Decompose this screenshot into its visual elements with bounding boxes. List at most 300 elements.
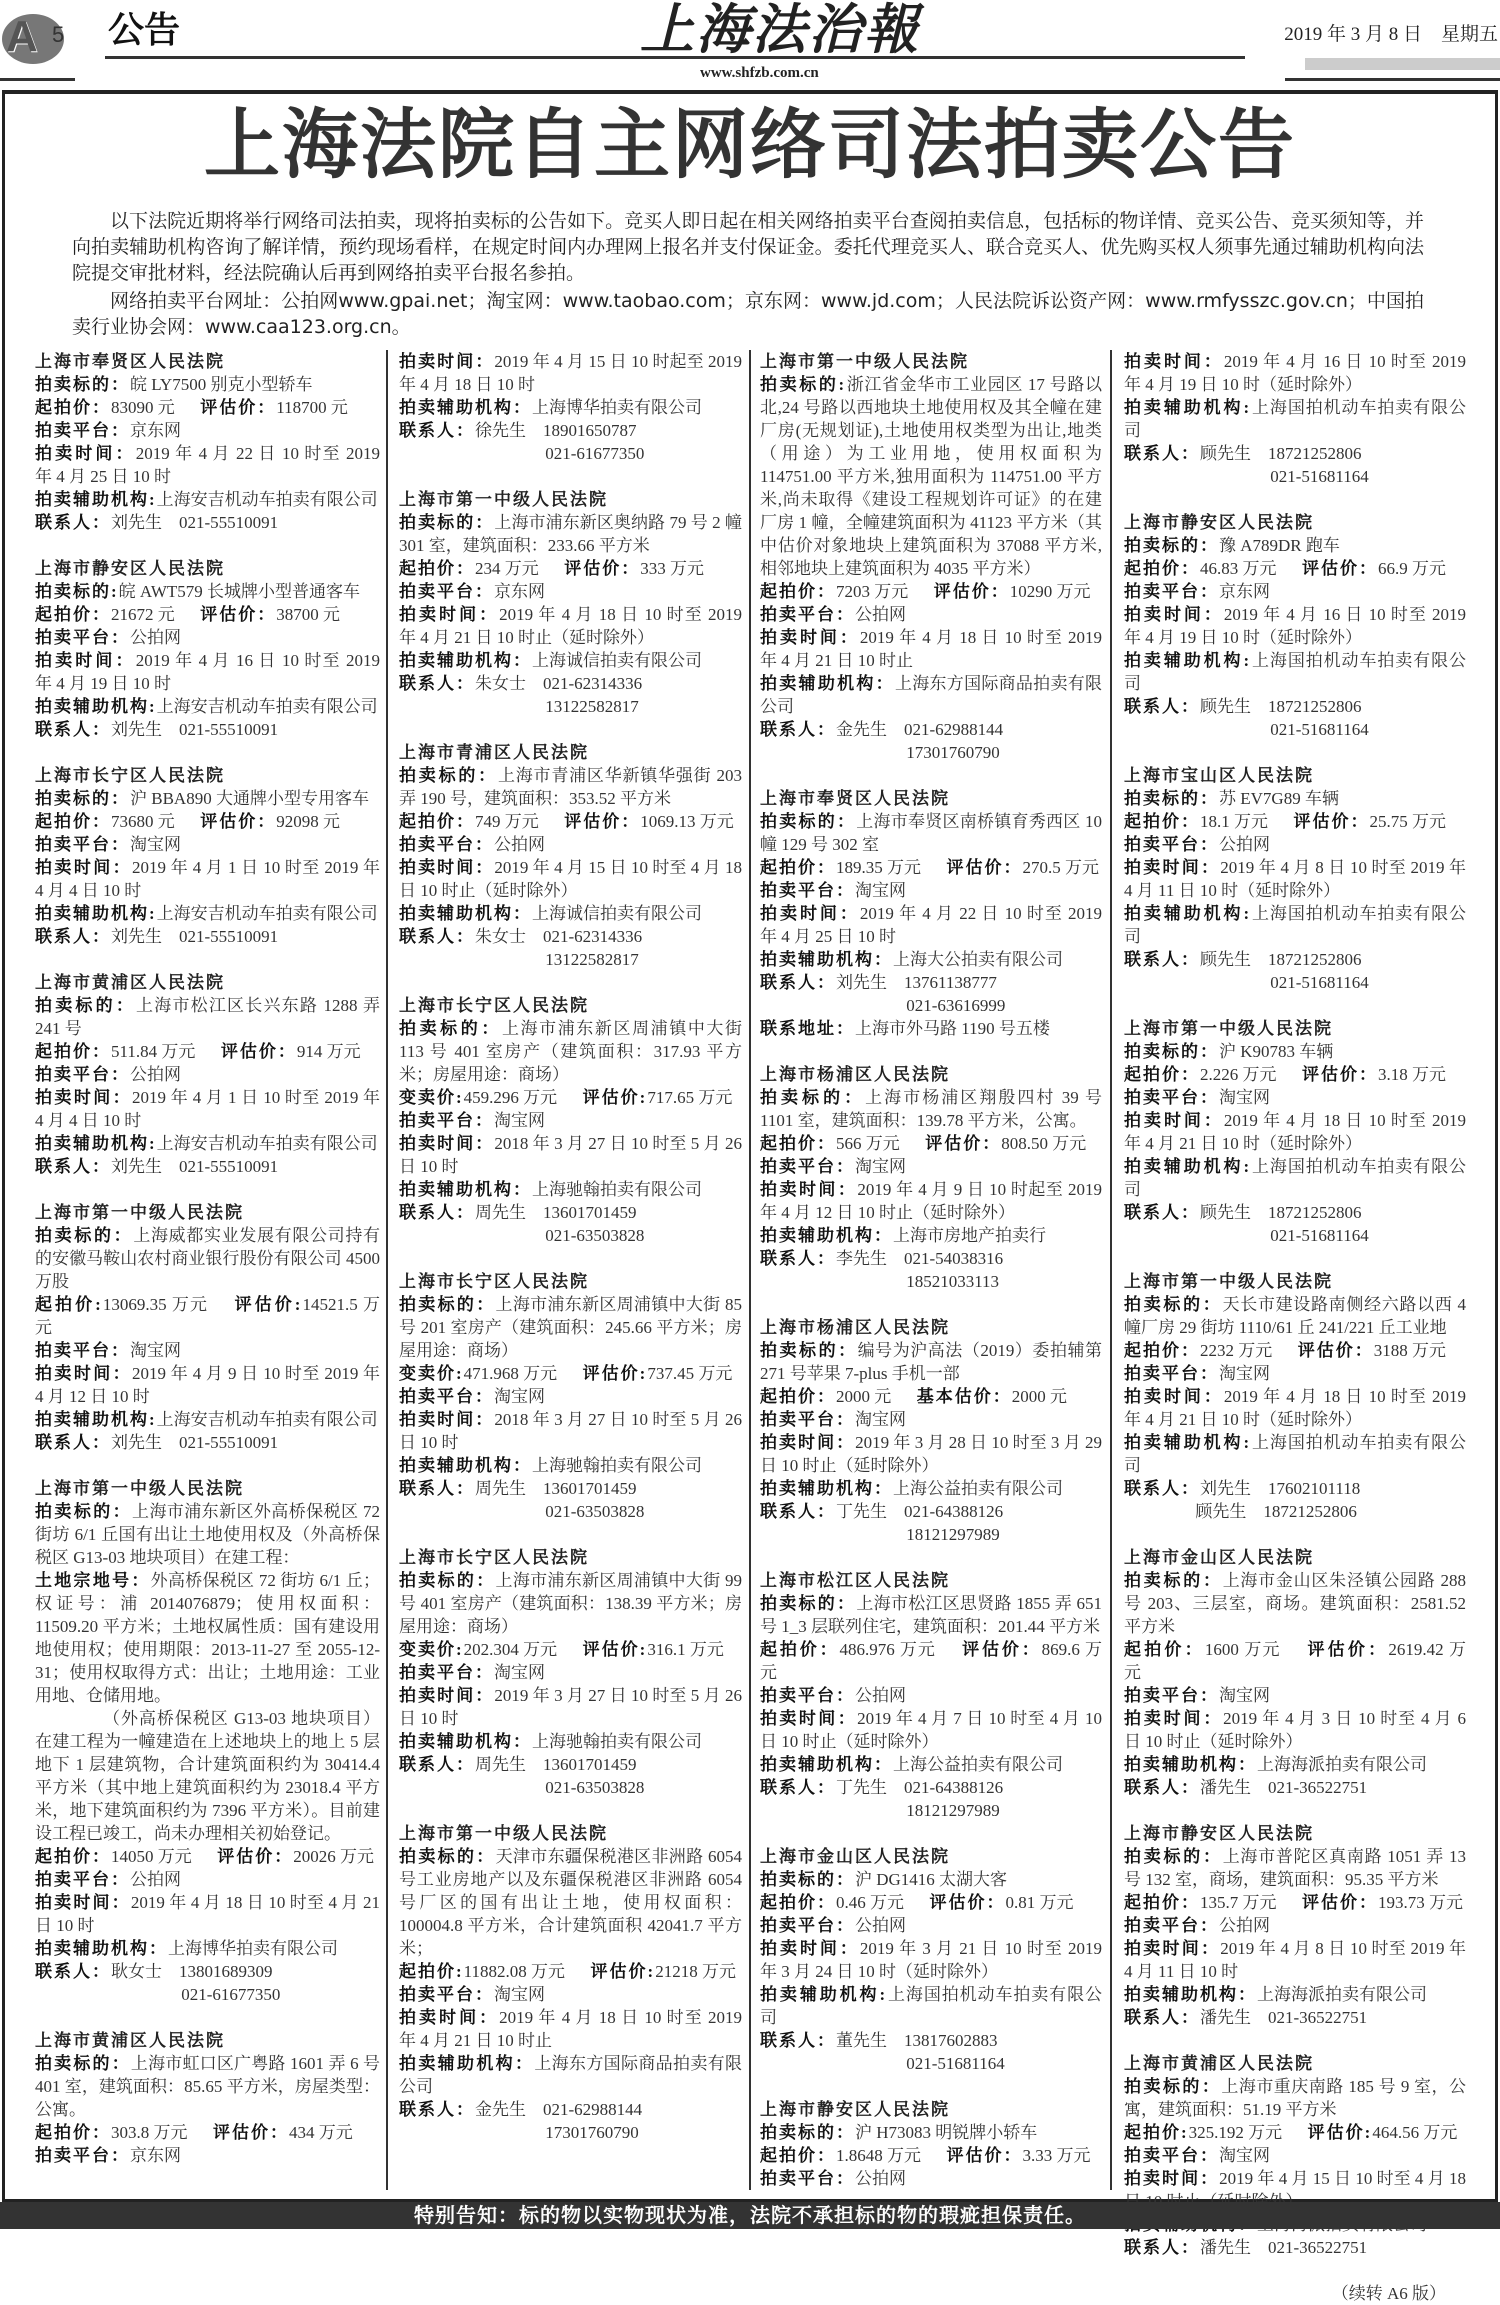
auction-notice — [1124, 1546, 1466, 1799]
court-name: 上海市第一中级人民法院 — [760, 352, 969, 371]
field-label: 拍卖标的： — [760, 1088, 866, 1107]
field-label: 拍卖时间： — [760, 1180, 858, 1199]
notice-field — [760, 1776, 1102, 1799]
field-label: 拍卖辅助机构： — [1124, 1755, 1257, 1774]
field-label: 拍卖标的： — [760, 812, 857, 831]
court-name: 上海市金山区人民法院 — [1124, 1548, 1314, 1567]
field-value: 21672 元 — [111, 605, 175, 624]
field-label: 评估价: — [582, 1640, 648, 1659]
contact-extra-phone: 021-63503828 — [545, 1226, 645, 1245]
notice-field — [399, 1684, 742, 1730]
auction-notice — [760, 1316, 1102, 1546]
field-value: 刘先生 021-55510091 — [111, 1433, 279, 1452]
field-value: 25.75 万元 — [1369, 812, 1446, 831]
field-label: 拍卖辅助机构： — [399, 1456, 532, 1475]
field-value: 13069.35 万元 — [102, 1295, 209, 1314]
notice-field — [399, 419, 742, 442]
contact-extra-phone: 021-51681164 — [1270, 1226, 1369, 1245]
field-label: 拍卖辅助机构: — [1124, 1157, 1252, 1176]
field-value: 2018 年 3 月 27 日 10 时至 5 月 26 日 10 时 — [399, 1134, 743, 1176]
field-label: 拍卖时间： — [399, 1134, 495, 1153]
field-value: 上海市房地产拍卖行 — [893, 1226, 1046, 1245]
contact-extra-phone: 021-51681164 — [906, 2054, 1005, 2073]
field-label: 拍卖时间： — [399, 605, 500, 624]
field-value: 上海市杨浦区翔殷四村 39 号 1101 室，建筑面积：139.78 平方米，公寓。 — [760, 1088, 1103, 1130]
notice-field — [760, 1638, 1102, 1684]
contact-extra-phone: 18121297989 — [906, 1525, 1000, 1544]
field-value: 刘先生 13761138777 — [836, 973, 997, 992]
page-number-badge — [2, 14, 64, 64]
notice-field — [35, 1868, 380, 1891]
field-value: 193.73 万元 — [1378, 1893, 1463, 1912]
header-rule-right — [1285, 78, 1500, 81]
field-value: 上海市浦东新区奥纳路 79 号 2 幢 301 室，建筑面积：233.66 平方米 — [399, 513, 742, 555]
field-value: 303.8 万元 — [111, 2123, 188, 2142]
field-label: 联系人： — [760, 1778, 836, 1797]
field-value: 上海安吉机动车拍卖有限公司 — [156, 1134, 378, 1153]
notice-field — [760, 1431, 1102, 1477]
field-label: 起拍价: — [35, 1295, 103, 1314]
field-value: 2019 年 4 月 18 日 10 时至 2019 年 4 月 21 日 10 时（延时除外） — [1124, 1387, 1467, 1429]
auction-notice — [35, 557, 380, 741]
field-label: 拍卖时间： — [1124, 1709, 1224, 1728]
field-label: 联系人： — [399, 421, 475, 440]
field-label: 评估价： — [217, 1847, 294, 1866]
field-label: 拍卖时间： — [399, 858, 495, 877]
contact-extra-phone: 021-51681164 — [1270, 973, 1369, 992]
notice-field — [399, 833, 742, 856]
notice-field — [1124, 557, 1466, 580]
notice-field — [35, 580, 380, 603]
field-label: 起拍价： — [760, 1387, 836, 1406]
page-digit: 5 — [52, 22, 65, 47]
field-value: 周先生 13601701459 — [475, 1479, 637, 1498]
field-value: 周先生 13601701459 — [475, 1755, 637, 1774]
notice-field — [35, 1086, 380, 1132]
field-label: 拍卖标的： — [760, 1870, 855, 1889]
field-label: 拍卖时间： — [399, 1410, 495, 1429]
notice-field — [35, 902, 380, 925]
contact-extra-phone: 021-63503828 — [545, 1502, 645, 1521]
notice-field — [1124, 603, 1466, 649]
auction-notice — [1124, 1270, 1466, 1523]
field-value: 2019 年 4 月 18 日 10 时至 2019 年 4 月 21 日 10 时止 — [760, 628, 1103, 670]
notice-field — [35, 442, 380, 488]
field-value: 皖 AWT579 长城牌小型普通客车 — [118, 582, 361, 601]
field-value: 2019 年 3 月 27 日 10 时至 5 月 26 日 10 时 — [399, 1686, 743, 1728]
notice-field — [35, 1569, 380, 1707]
notice-field — [1124, 1638, 1466, 1684]
field-label: 拍卖标的： — [1124, 536, 1219, 555]
contact-extra-person: 顾先生 18721252806 — [1195, 1502, 1357, 1521]
field-label: 拍卖平台： — [399, 1985, 494, 2004]
field-value: 2019 年 4 月 15 日 10 时起至 2019 年 4 月 18 日 10 时 — [399, 352, 743, 394]
notice-field — [1124, 1776, 1466, 1799]
header-grey-bar — [1305, 58, 1500, 70]
field-label: 拍卖平台： — [35, 1341, 130, 1360]
field-value: 公拍网 — [130, 1870, 181, 1889]
field-value: 上海市奉贤区南桥镇育秀西区 10 幢 129 号 302 室 — [760, 812, 1102, 854]
field-value: 淘宝网 — [494, 1387, 545, 1406]
notice-field — [760, 1707, 1102, 1753]
field-value: 公拍网 — [130, 628, 181, 647]
field-value: 上海市虹口区广粤路 1601 弄 6 号 401 室，建筑面积：85.65 平方米，房屋类型：公寓。 — [35, 2054, 381, 2119]
court-name: 上海市长宁区人民法院 — [35, 766, 225, 785]
notice-field — [35, 488, 380, 511]
field-label: 拍卖标的： — [399, 766, 498, 785]
field-value: 潘先生 021-36522751 — [1200, 1778, 1368, 1797]
field-value: 朱女士 021-62314336 — [475, 927, 643, 946]
field-value: 沪 BBA890 大通牌小型专用客车 — [130, 789, 369, 808]
field-value: 刘先生 021-55510091 — [111, 720, 279, 739]
field-value: 2019 年 3 月 21 日 10 时至 2019 年 3 月 24 日 10 时（延时除外） — [760, 1939, 1103, 1981]
notice-field — [760, 2167, 1102, 2190]
field-value: 2019 年 4 月 18 日 10 时至 2019 年 4 月 21 日 10 时止（延时除外） — [399, 605, 743, 647]
notice-field — [35, 925, 380, 948]
field-value: 上海驰翰拍卖有限公司 — [532, 1456, 702, 1475]
notice-field — [399, 580, 742, 603]
auction-notice — [399, 741, 742, 971]
field-value: 471.968 万元 — [463, 1364, 558, 1383]
field-label: 拍卖时间： — [35, 1088, 133, 1107]
field-label: 联系人： — [35, 513, 111, 532]
field-value: 325.192 万元 — [1188, 2123, 1283, 2142]
field-label: 拍卖辅助机构: — [1124, 398, 1252, 417]
auction-notice — [399, 488, 742, 718]
field-label: 拍卖时间： — [1124, 352, 1224, 371]
field-label: 起拍价： — [35, 398, 111, 417]
notice-field — [399, 1569, 742, 1638]
field-value: 1.8648 万元 — [836, 2146, 921, 2165]
field-label: 拍卖平台： — [760, 1410, 855, 1429]
notice-field — [399, 1661, 742, 1684]
notice-field — [399, 2006, 742, 2052]
field-label: 评估价： — [200, 812, 277, 831]
field-value: 淘宝网 — [1219, 1364, 1270, 1383]
field-value: 上海市浦东新区周浦镇中大街 113 号 401 室房产（建筑面积：317.93 平方米；房屋用途：商场） — [399, 1019, 743, 1084]
field-label: 拍卖时间： — [35, 651, 136, 670]
notice-field — [1124, 1339, 1466, 1362]
field-label: 拍卖标的： — [760, 2123, 855, 2142]
field-value: 10290 万元 — [1009, 582, 1091, 601]
field-value: 上海东方国际商品拍卖有限公司 — [399, 2054, 743, 2096]
notice-field — [1124, 1891, 1466, 1914]
field-value: 2019 年 4 月 18 日 10 时至 2019 年 4 月 21 日 10 时止 — [399, 2008, 743, 2050]
field-label: 拍卖时间： — [35, 858, 133, 877]
notice-field — [1124, 1362, 1466, 1385]
field-label: 拍卖时间： — [760, 1939, 860, 1958]
notice-field — [1124, 2236, 1466, 2259]
field-label: 拍卖辅助机构： — [760, 674, 895, 693]
field-value: 金先生 021-62988144 — [836, 720, 1004, 739]
field-value: 公拍网 — [855, 1916, 906, 1935]
notice-field — [399, 1385, 742, 1408]
court-name: 上海市第一中级人民法院 — [35, 1479, 244, 1498]
notice-field — [1124, 1155, 1466, 1201]
issue-date: 2019 年 3 月 8 日 星期五 — [1284, 24, 1498, 45]
field-label: 起拍价: — [1124, 2123, 1189, 2142]
notice-field — [1124, 856, 1466, 902]
field-label: 联系人： — [1124, 1778, 1200, 1797]
field-label: 拍卖平台： — [1124, 2146, 1219, 2165]
notice-field — [1124, 1385, 1466, 1431]
field-value: 天长市建设路南侧经六路以西 4 幢厂房 29 街坊 1110/61 丘 241/221 丘工业地 — [1124, 1295, 1467, 1337]
field-label: 联系地址： — [760, 1019, 855, 1038]
court-name: 上海市杨浦区人民法院 — [760, 1065, 950, 1084]
field-value: 2019 年 4 月 18 日 10 时至 2019 年 4 月 21 日 10 时（延时除外） — [1124, 1111, 1467, 1153]
notice-field — [760, 2029, 1102, 2052]
field-label: 联系人： — [760, 1249, 836, 1268]
field-label: 拍卖标的： — [1124, 2077, 1222, 2096]
field-value: 浙江省金华市工业园区 17 号路以北,24 号路以西地块土地使用权及其全幢在建厂房(无规划证),土地使用权类型为出让,地类（用途）为工业用地，使用权面积为 114751.00 平方米,独用面积为 114751.00 平方米,尚未取得《建设工程规划许可证》的在建厂房 1 幢，全幢建筑面积为 41123 平方米（其中估价对象地块上建筑面积为 37088 平方米,相邻地块上建筑面积为 4035 平方米） — [760, 375, 1102, 578]
field-label: 变卖价: — [399, 1088, 464, 1107]
auction-notice — [760, 350, 1102, 764]
court-name: 上海市黄浦区人民法院 — [1124, 2054, 1314, 2073]
notice-field — [760, 1500, 1102, 1523]
field-value: 上海市浦东新区周浦镇中大街 85 号 201 室房产（建筑面积：245.66 平方米；房屋用途：商场） — [399, 1295, 743, 1360]
auction-notice — [760, 1569, 1102, 1822]
notice-field — [1124, 1753, 1466, 1776]
notice-field — [399, 396, 742, 419]
field-label: 联系人： — [1124, 2008, 1200, 2027]
field-value: 顾先生 18721252806 — [1200, 950, 1362, 969]
field-value: 沪 H73083 明锐牌小轿车 — [855, 2123, 1038, 2142]
field-label: 起拍价： — [399, 812, 475, 831]
field-label: 拍卖平台： — [760, 1157, 855, 1176]
auction-notice — [760, 2098, 1102, 2190]
notice-field — [760, 1753, 1102, 1776]
notice-field — [35, 511, 380, 534]
field-label: 拍卖辅助机构: — [35, 1134, 157, 1153]
column-1 — [35, 350, 380, 2190]
column-2 — [399, 350, 742, 2190]
field-label: 拍卖辅助机构： — [35, 1939, 168, 1958]
field-value: 717.65 万元 — [647, 1088, 733, 1107]
field-value: 459.296 万元 — [463, 1088, 558, 1107]
field-value: 2019 年 4 月 15 日 10 时至 4 月 18 日 10 时止（延时除外） — [399, 858, 743, 900]
field-label: 变卖价: — [399, 1364, 464, 1383]
field-label: 拍卖辅助机构： — [399, 651, 532, 670]
notice-field — [1124, 2144, 1466, 2167]
field-value: 编号为沪高法（2019）委拍辅第 271 号苹果 7-plus 手机一部 — [760, 1341, 1103, 1383]
field-label: 拍卖辅助机构: — [1124, 904, 1252, 923]
field-label: 拍卖标的： — [1124, 789, 1219, 808]
field-value: 2019 年 3 月 28 日 10 时至 3 月 29 日 10 时止（延时除外） — [760, 1433, 1103, 1475]
notice-field — [760, 971, 1102, 994]
field-label: 拍卖标的： — [399, 1295, 496, 1314]
notice-field — [35, 1431, 380, 1454]
field-value: 公拍网 — [494, 835, 545, 854]
field-label: 拍卖时间： — [35, 1364, 133, 1383]
notice-field — [399, 1960, 742, 1983]
field-value: 顾先生 18721252806 — [1200, 697, 1362, 716]
notice-field — [760, 1477, 1102, 1500]
field-label: 联系人： — [1124, 1203, 1200, 1222]
notice-field — [399, 350, 742, 396]
field-label: 基本估价： — [916, 1387, 1012, 1406]
intro-paragraph: 以下法院近期将举行网络司法拍卖，现将拍卖标的公告如下。竞买人即日起在相关网络拍卖平台查阅拍卖信息，包括标的物详情、竞买公告、竞买须知等，并向拍卖辅助机构咨询了解详情，预约现场看样，在规定时间内办理网上报名并支付保证金。委托代理竞买人、联合竞买人、优先购买权人须事先通过辅助机构向法院提交审批材料，经法院确认后再到网络拍卖平台报名参拍。 — [72, 210, 1424, 284]
auction-notice — [1124, 764, 1466, 994]
field-label: 拍卖时间： — [1124, 2169, 1220, 2188]
field-label: 起拍价： — [760, 1893, 836, 1912]
field-label: 评估价: — [233, 1295, 303, 1314]
field-label: 拍卖平台： — [760, 2169, 855, 2188]
court-name: 上海市静安区人民法院 — [35, 559, 225, 578]
court-name: 上海市长宁区人民法院 — [399, 1272, 589, 1291]
notice-field — [35, 1362, 380, 1408]
field-value: 92098 元 — [276, 812, 340, 831]
field-value: 京东网 — [1219, 582, 1270, 601]
notice-field — [35, 1500, 380, 1569]
notice-field — [760, 2144, 1102, 2167]
field-label: 评估价： — [220, 1042, 297, 1061]
field-value: 上海诚信拍卖有限公司 — [532, 904, 702, 923]
field-label: 拍卖标的: — [760, 375, 847, 394]
field-label: 拍卖时间： — [1124, 605, 1224, 624]
field-label: 联系人： — [399, 674, 475, 693]
field-value: 2019 年 4 月 9 日 10 时起至 2019 年 4 月 12 日 10 时止（延时除外） — [760, 1180, 1103, 1222]
field-label: 拍卖时间： — [35, 444, 136, 463]
field-value: 上海市普陀区真南路 1051 弄 13 号 132 室，商场，建筑面积：95.35 平方米 — [1124, 1847, 1467, 1889]
field-label: 联系人： — [1124, 2238, 1200, 2257]
field-value: 3.18 万元 — [1378, 1065, 1446, 1084]
court-name: 上海市黄浦区人民法院 — [35, 2031, 225, 2050]
field-label: 拍卖辅助机构： — [399, 904, 532, 923]
field-label: 拍卖标的： — [35, 1226, 134, 1245]
notice-field — [399, 2098, 742, 2121]
field-label: 起拍价： — [760, 582, 836, 601]
field-value: 2019 年 4 月 8 日 10 时至 2019 年 4 月 11 日 10 时（延时除外） — [1124, 858, 1466, 900]
court-name: 上海市宝山区人民法院 — [1124, 766, 1314, 785]
intro-platforms: 网络拍卖平台网址：公拍网www.gpai.net；淘宝网：www.taobao.com；京东网：www.jd.com；人民法院诉讼资产网：www.rmfysszc.gov.cn；中国拍卖行业协会网：www.caa123.org.cn。 — [72, 290, 1424, 338]
field-value: 上海市外马路 1190 号五楼 — [855, 1019, 1050, 1038]
notice-field — [1124, 1293, 1466, 1339]
field-label: 拍卖平台： — [760, 1686, 855, 1705]
field-paragraph: （外高桥保税区 G13-03 地块项目）在建工程为一幢建造在上述地块上的地上 5 层地下 1 层建筑物，合计建筑面积约为 30414.4 平方米（其中地上建筑面积约为 23018.4 平方米，地下建筑面积约为 7396 平方米）。目前建设工程已竣工，尚未办理相关初始登记。 — [35, 1709, 380, 1843]
court-name: 上海市第一中级人民法院 — [1124, 1272, 1333, 1291]
notice-field — [399, 1477, 742, 1500]
notice-field — [760, 626, 1102, 672]
page-header — [0, 0, 1500, 86]
field-value: 上海安吉机动车拍卖有限公司 — [156, 1410, 378, 1429]
notice-field — [760, 2121, 1102, 2144]
field-value: 2019 年 4 月 16 日 10 时至 2019 年 4 月 19 日 10 时 — [35, 651, 381, 693]
field-label: 拍卖时间： — [760, 628, 860, 647]
notice-field — [399, 1017, 742, 1086]
notice-field — [399, 902, 742, 925]
field-value: 上海市金山区朱泾镇公园路 288 号 203、三层室，商场。建筑面积：2581.52 平方米 — [1124, 1571, 1467, 1636]
field-label: 土地宗地号： — [35, 1571, 151, 1590]
field-value: 2019 年 4 月 15 日 10 时至 4 月 18 — [1219, 2169, 1467, 2188]
field-label: 拍卖平台： — [1124, 1686, 1219, 1705]
notice-field — [35, 603, 380, 626]
notice-field — [760, 1224, 1102, 1247]
field-value: 73680 元 — [111, 812, 175, 831]
notice-field — [1124, 1040, 1466, 1063]
field-value: 2019 年 4 月 1 日 10 时至 2019 年 4 月 4 日 10 时 — [35, 858, 381, 900]
field-label: 联系人： — [35, 927, 111, 946]
field-label: 拍卖辅助机构: — [1124, 1433, 1252, 1452]
field-label: 拍卖时间： — [1124, 1939, 1221, 1958]
notice-field — [35, 994, 380, 1040]
notice-field — [760, 1086, 1102, 1132]
field-value: 270.5 万元 — [1022, 858, 1099, 877]
field-label: 评估价： — [946, 2146, 1023, 2165]
notice-field — [399, 925, 742, 948]
field-value: 淘宝网 — [1219, 1686, 1270, 1705]
notice-field — [1124, 695, 1466, 718]
field-label: 拍卖辅助机构： — [399, 1732, 532, 1751]
field-value: 刘先生 021-55510091 — [111, 927, 279, 946]
notice-field — [760, 718, 1102, 741]
field-value: 2019 年 4 月 16 日 10 时至 2019 年 4 月 19 日 10 时（延时除外） — [1124, 352, 1467, 394]
notice-field — [1124, 2121, 1466, 2144]
notice-field — [35, 1063, 380, 1086]
field-label: 拍卖辅助机构： — [399, 2054, 535, 2073]
field-label: 评估价： — [200, 605, 277, 624]
field-value: 上海诚信拍卖有限公司 — [532, 651, 702, 670]
field-value: 豫 A789DR 跑车 — [1219, 536, 1340, 555]
field-value: 21218 万元 — [655, 1962, 736, 1981]
contact-extra-phone: 18121297989 — [906, 1801, 1000, 1820]
notice-field — [760, 1247, 1102, 1270]
field-label: 拍卖时间： — [399, 1686, 495, 1705]
column-3 — [760, 350, 1102, 2190]
notice-field — [760, 1684, 1102, 1707]
field-label: 拍卖时间： — [1124, 858, 1221, 877]
field-value: 上海海派拍卖有限公司 — [1257, 1755, 1427, 1774]
auction-notice — [760, 1063, 1102, 1293]
field-value: 486.976 万元 — [839, 1640, 936, 1659]
field-value: 38700 元 — [276, 605, 340, 624]
notice-field — [1124, 1431, 1466, 1477]
field-label: 联系人： — [399, 1203, 475, 1222]
field-label: 拍卖时间： — [760, 1433, 856, 1452]
field-value: 公拍网 — [855, 2169, 906, 2188]
notice-field — [1124, 948, 1466, 971]
field-label: 拍卖平台： — [1124, 1364, 1219, 1383]
contact-extra-phone: 18521033113 — [906, 1272, 1000, 1291]
field-label: 评估价: — [1307, 2123, 1373, 2142]
notice-field — [399, 603, 742, 649]
auction-notice — [1124, 350, 1466, 488]
field-label: 拍卖平台： — [399, 835, 494, 854]
court-name: 上海市静安区人民法院 — [1124, 513, 1314, 532]
field-label: 联系人： — [399, 927, 475, 946]
notice-field — [35, 1937, 380, 1960]
field-value: 沪 DG1416 太湖大客 — [855, 1870, 1008, 1889]
notice-field — [399, 764, 742, 810]
field-value: 2232 万元 — [1200, 1341, 1273, 1360]
field-label: 拍卖平台： — [399, 1387, 494, 1406]
field-label: 评估价： — [1302, 1065, 1378, 1084]
court-name: 上海市奉贤区人民法院 — [760, 789, 950, 808]
notice-field — [399, 1845, 742, 1960]
notice-field — [399, 1983, 742, 2006]
field-value: 刘先生 021-55510091 — [111, 513, 279, 532]
notice-field — [35, 1408, 380, 1431]
field-value: 434 万元 — [289, 2123, 353, 2142]
field-label: 联系人： — [1124, 697, 1200, 716]
field-value: 上海市浦东新区外高桥保税区 72 街坊 6/1 丘国有出让土地使用权及（外高桥保税区 G13-03 地块项目）在建工程： — [35, 1502, 381, 1567]
notice-field — [760, 1868, 1102, 1891]
notice-field — [35, 1293, 380, 1339]
notice-field — [35, 2121, 380, 2144]
field-value: 上海博华拍卖有限公司 — [168, 1939, 338, 1958]
field-value: 上海大公拍卖有限公司 — [893, 950, 1063, 969]
field-label: 拍卖标的： — [1124, 1042, 1219, 1061]
field-label: 拍卖标的： — [1124, 1571, 1223, 1590]
